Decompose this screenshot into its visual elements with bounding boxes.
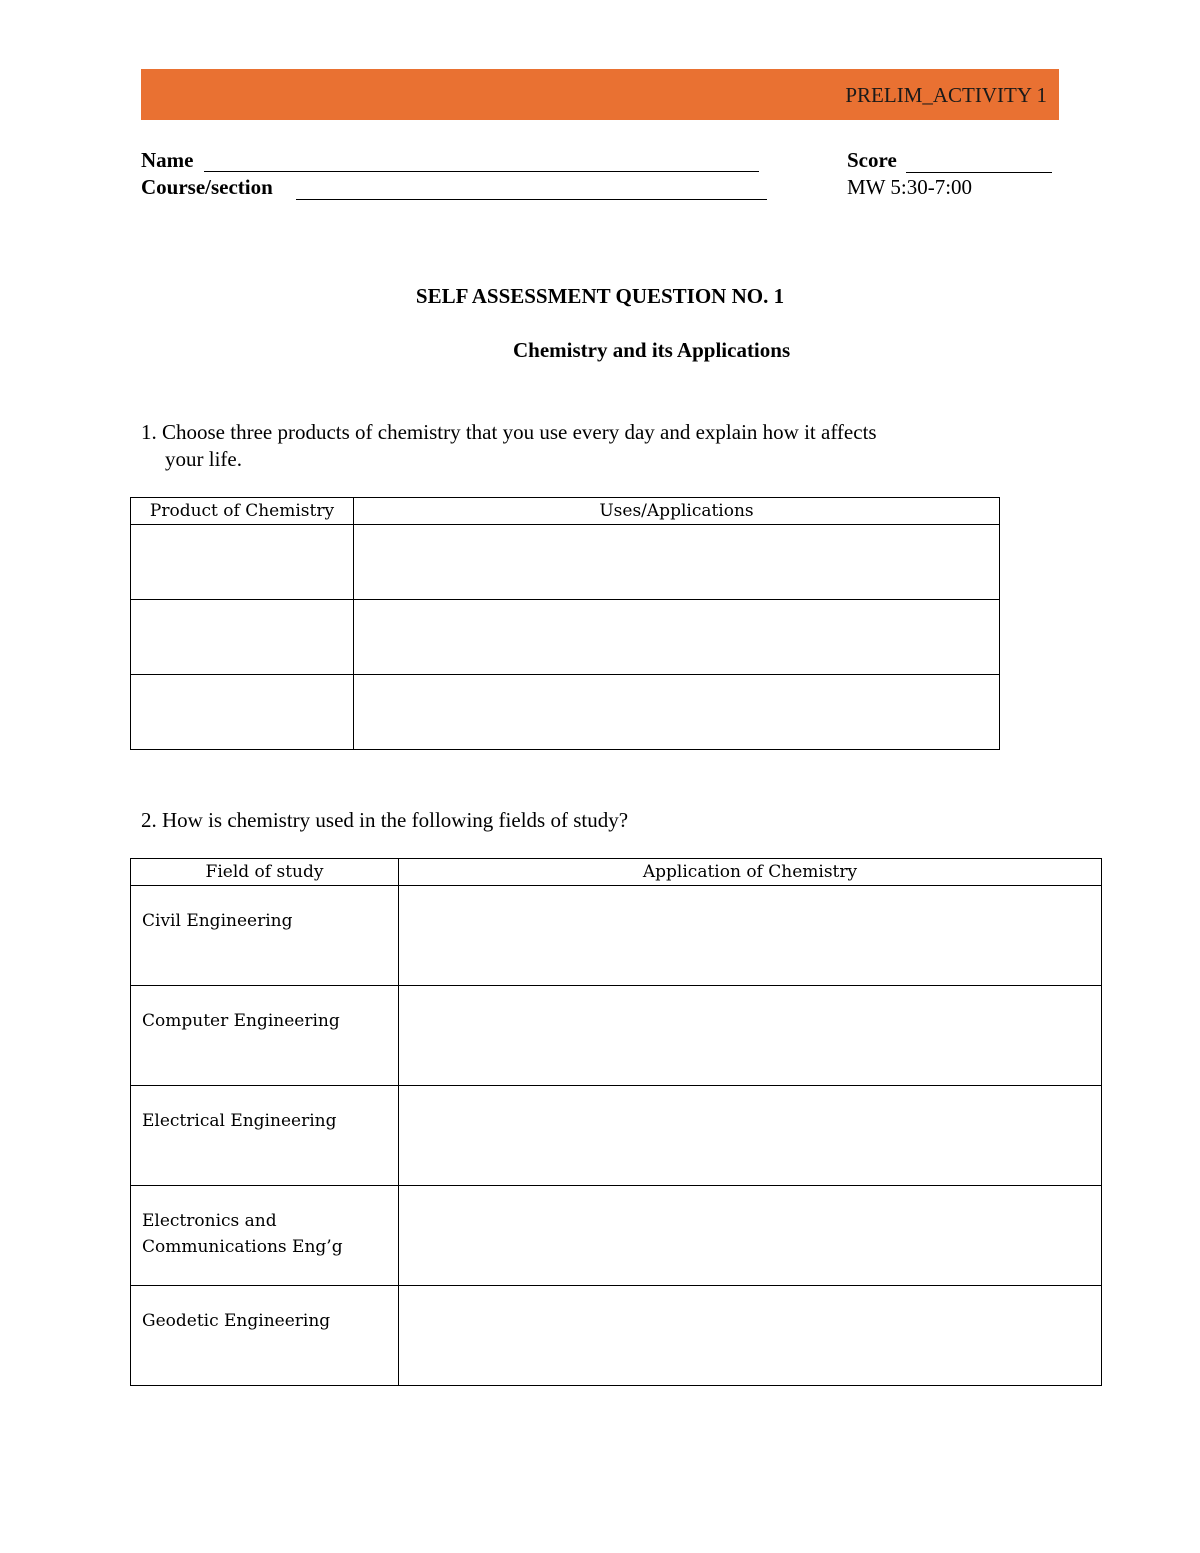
- header-banner: [141, 69, 1059, 120]
- name-label: Name: [141, 148, 194, 172]
- table-row: [131, 525, 1000, 600]
- product-cell[interactable]: [131, 675, 354, 750]
- score-label: Score: [847, 148, 897, 172]
- field-cell: Computer Engineering: [131, 986, 399, 1086]
- application-cell[interactable]: [399, 1086, 1102, 1186]
- application-cell[interactable]: [399, 1286, 1102, 1386]
- uses-cell[interactable]: [354, 525, 1000, 600]
- field-cell: Geodetic Engineering: [131, 1286, 399, 1386]
- activity-label: PRELIM_ACTIVITY 1: [845, 83, 1047, 107]
- column-header-uses: Uses/Applications: [354, 498, 1000, 525]
- page-subtitle: Chemistry and its Applications: [513, 338, 791, 362]
- field-cell: Electrical Engineering: [131, 1086, 399, 1186]
- uses-cell[interactable]: [354, 675, 1000, 750]
- table-row: [131, 1286, 1102, 1386]
- field-cell-line-2: Communications Eng’g: [142, 1237, 343, 1257]
- table-row: [131, 1086, 1102, 1186]
- application-cell[interactable]: [399, 986, 1102, 1086]
- uses-cell[interactable]: [354, 600, 1000, 675]
- products-table: [130, 497, 1000, 750]
- table-header-row: [131, 859, 1102, 886]
- field-cell: [131, 1186, 399, 1286]
- application-cell[interactable]: [399, 886, 1102, 986]
- score-line[interactable]: [906, 172, 1052, 173]
- course-section-label: Course/section: [141, 175, 273, 199]
- name-line[interactable]: [204, 171, 759, 172]
- field-cell: Civil Engineering: [131, 886, 399, 986]
- table-row: [131, 986, 1102, 1086]
- product-cell[interactable]: [131, 600, 354, 675]
- question-2-text: 2. How is chemistry used in the following fields of study?: [141, 808, 629, 832]
- question-1-text-cont: your life.: [165, 447, 242, 471]
- page-title: SELF ASSESSMENT QUESTION NO. 1: [415, 284, 785, 308]
- product-cell[interactable]: [131, 525, 354, 600]
- application-cell[interactable]: [399, 1186, 1102, 1286]
- schedule-text: MW 5:30-7:00: [847, 175, 973, 199]
- field-cell-line-1: Electronics and: [142, 1211, 277, 1231]
- question-1-text: 1. Choose three products of chemistry that you use every day and explain how it affects: [141, 420, 877, 444]
- table-header-row: [131, 498, 1000, 525]
- column-header-product: Product of Chemistry: [131, 498, 354, 525]
- course-section-line[interactable]: [296, 199, 767, 200]
- table-row: [131, 600, 1000, 675]
- column-header-field: Field of study: [131, 859, 399, 886]
- fields-table: [130, 858, 1102, 1386]
- question-1: [141, 419, 1021, 473]
- table-row: [131, 675, 1000, 750]
- table-row: [131, 886, 1102, 986]
- column-header-application: Application of Chemistry: [399, 859, 1102, 886]
- table-row: [131, 1186, 1102, 1286]
